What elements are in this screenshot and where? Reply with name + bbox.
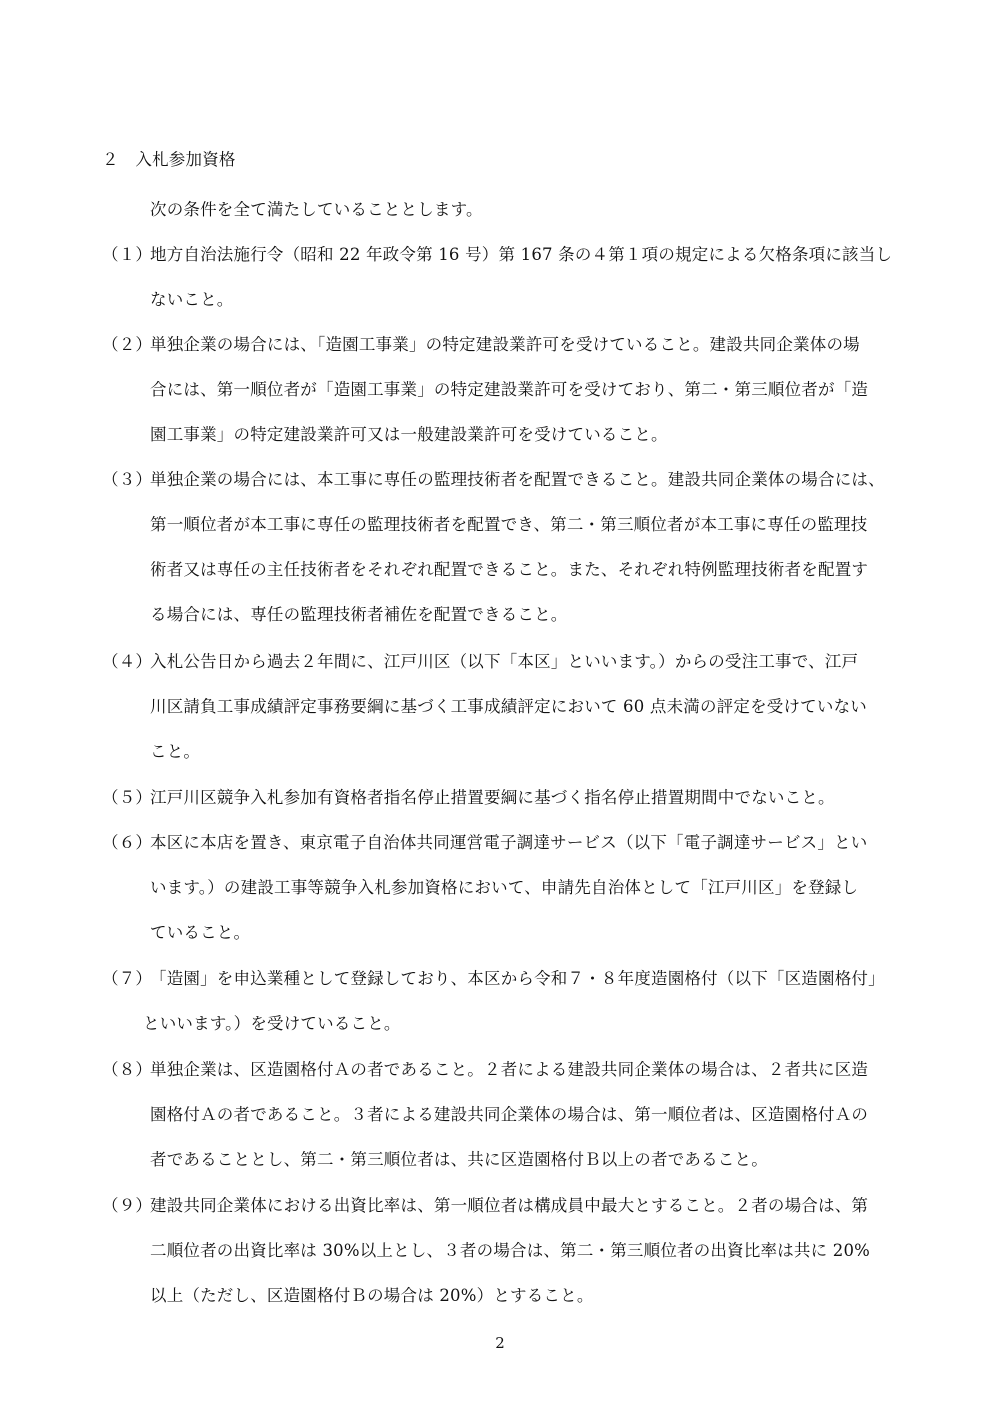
item-label: （９）	[102, 1196, 153, 1215]
item-text-line: 単独企業の場合には、「造園工事業」の特定建設業許可を受けていること。建設共同企業体の場	[150, 335, 860, 354]
item-text-line: ていること。	[150, 923, 251, 942]
item-text-line: 単独企業の場合には、本工事に専任の監理技術者を配置できること。建設共同企業体の場合には、	[150, 470, 885, 489]
item-text-line: る場合には、専任の監理技術者補佐を配置できること。	[150, 605, 568, 624]
item-text-line: 以上（ただし、区造園格付Ｂの場合は 20%）とすること。	[150, 1286, 594, 1305]
item-text-line: 川区請負工事成績評定事務要綱に基づく工事成績評定において 60 点未満の評定を受けていない	[150, 697, 867, 716]
item-label: （８）	[102, 1060, 153, 1079]
item-text-line: ないこと。	[150, 290, 234, 309]
item-text-line: 二順位者の出資比率は 30%以上とし、３者の場合は、第二・第三順位者の出資比率は共に 20%	[150, 1241, 871, 1260]
page-number: 2	[495, 1334, 505, 1352]
item-text-line: 園工事業」の特定建設業許可又は一般建設業許可を受けていること。	[150, 425, 668, 444]
item-text-line: 本区に本店を置き、東京電子自治体共同運営電子調達サービス（以下「電子調達サービス」とい	[150, 833, 868, 852]
item-text-line: 者であることとし、第二・第三順位者は、共に区造園格付Ｂ以上の者であること。	[150, 1150, 768, 1169]
item-text-line: います。）の建設工事等競争入札参加資格において、申請先自治体として「江戸川区」を登録し	[150, 878, 859, 897]
item-text-line: 「造園」を申込業種として登録しており、本区から令和７・８年度造園格付（以下「区造園格付」	[150, 969, 885, 988]
section-intro: 次の条件を全て満たしていることとします。	[150, 200, 483, 219]
item-text-line: 単独企業は、区造園格付Ａの者であること。２者による建設共同企業体の場合は、２者共に区造	[150, 1060, 869, 1079]
section-heading: ２ 入札参加資格	[102, 150, 236, 169]
item-text-line: 入札公告日から過去２年間に、江戸川区（以下「本区」といいます。）からの受注工事で、江戸	[150, 652, 859, 671]
item-text-line: といいます。）を受けていること。	[143, 1014, 401, 1033]
item-label: （６）	[102, 833, 153, 852]
item-label: （５）	[102, 788, 153, 807]
item-text-line: 建設共同企業体における出資比率は、第一順位者は構成員中最大とすること。２者の場合は、第	[150, 1196, 869, 1215]
item-text-line: 江戸川区競争入札参加有資格者指名停止措置要綱に基づく指名停止措置期間中でないこと。	[150, 788, 835, 807]
item-text-line: 術者又は専任の主任技術者をそれぞれ配置できること。また、それぞれ特例監理技術者を配置す	[150, 560, 869, 579]
item-label: （４）	[102, 652, 153, 671]
item-label: （３）	[102, 470, 153, 489]
item-text-line: 地方自治法施行令（昭和 22 年政令第 16 号）第 167 条の４第１項の規定による欠格条項に該当し	[150, 245, 893, 264]
item-text-line: 第一順位者が本工事に専任の監理技術者を配置でき、第二・第三順位者が本工事に専任の監理技	[150, 515, 868, 534]
item-text-line: 合には、第一順位者が「造園工事業」の特定建設業許可を受けており、第二・第三順位者が「造	[150, 380, 869, 399]
item-label: （７）	[102, 969, 153, 988]
item-label: （２）	[102, 335, 153, 354]
item-text-line: こと。	[150, 742, 201, 761]
item-text-line: 園格付Ａの者であること。３者による建設共同企業体の場合は、第一順位者は、区造園格付Ａの	[150, 1105, 869, 1124]
item-label: （１）	[102, 245, 153, 264]
